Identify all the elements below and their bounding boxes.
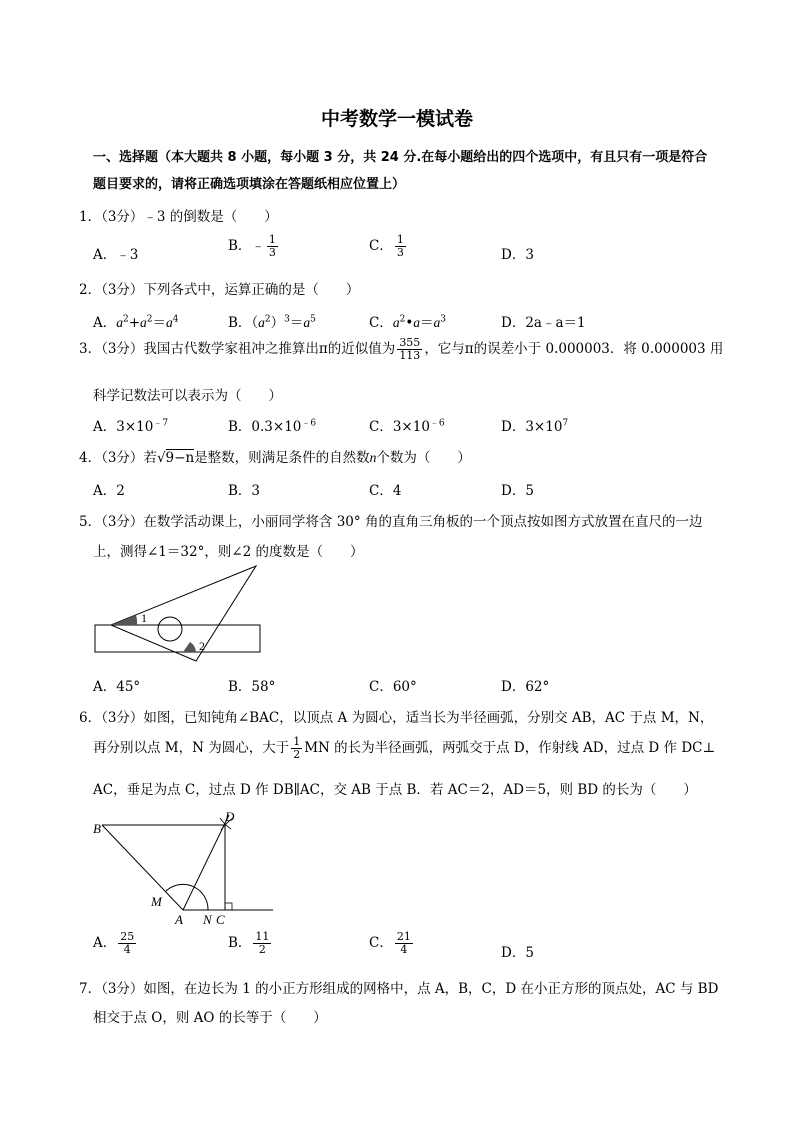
point-c-label: C	[216, 912, 225, 927]
question-1-stem: 1．（3分）﹣3 的倒数是（ ）	[79, 209, 278, 225]
q2-option-a: A．$a^2+a^2=a^4$	[93, 314, 179, 331]
point-m-label: M	[151, 894, 162, 909]
q6-construction-figure	[88, 805, 278, 930]
q6-option-c: C． $\frac{21}{4}$	[369, 930, 411, 956]
question-3-stem-line1: 3．（3分）我国古代数学家祖冲之推算出π的近似值为 $\frac{355}{113}$ ，它与π的误差小于 0.000003．将 0.000003 用	[79, 336, 724, 362]
q3-option-d: D．$3\times 10^7$	[501, 418, 569, 435]
point-d-label: D	[225, 809, 235, 824]
question-6-stem-line3: AC，垂足为点 C，过点 D 作 DB∥AC，交 AB 于点 B．若 AC＝2，AD＝5，则 BD 的长为（ ）	[93, 782, 697, 798]
q4-option-d: D．5	[501, 483, 534, 499]
q1-option-c: C． $\frac{1}{3}$	[369, 233, 404, 259]
q5-option-b: B．58°	[228, 679, 276, 695]
point-b-label: B	[93, 821, 101, 836]
q1-option-b: B．﹣ $\frac{1}{3}$	[228, 233, 276, 259]
q5-option-d: D．62°	[501, 679, 550, 695]
q2-option-c: C．$a^2•a=a^3$	[369, 314, 447, 331]
q1-option-a: A．﹣3	[93, 247, 139, 263]
q3-option-b: B．$0.3\times 10^{﹣6}$	[228, 418, 317, 435]
q2-option-b: B．$(a^2)^3=a^5$	[228, 314, 316, 331]
section-heading-line1: 一、选择题（本大题共 8 小题，每小题 3 分，共 24 分.在每小题给出的四个选项中，有且只有一项是符合	[93, 150, 708, 165]
q3-option-a: A．$3\times 10^{﹣7}$	[93, 418, 169, 435]
q3-option-c: C．$3\times 10^{﹣6}$	[369, 418, 445, 435]
question-5-stem-line1: 5．（3分）在数学活动课上，小丽同学将含 30° 角的直角三角板的一个顶点按如图方式放置在直尺的一边	[79, 514, 703, 530]
question-7-stem-line1: 7．（3分）如图，在边长为 1 的小正方形组成的网格中，点 A，B，C，D 在小正方形的顶点处，AC 与 BD	[79, 981, 719, 997]
question-6-stem-line1: 6．（3分）如图，已知钝角∠BAC，以顶点 A 为圆心，适当长为半径画弧，分别交 AB，AC 于点 M，N，	[79, 710, 714, 726]
q5-ruler-triangle-figure	[90, 562, 265, 662]
point-n-label: N	[203, 912, 212, 927]
q2-option-d: D．2a﹣a＝1	[501, 315, 586, 331]
ray-ad	[183, 815, 229, 910]
q6-option-d: D．5	[501, 945, 534, 961]
q4-option-b: B．3	[228, 483, 261, 499]
triangle-set-square	[111, 566, 256, 661]
q6-option-b: B． $\frac{11}{2}$	[228, 930, 270, 956]
q5-option-c: C．60°	[369, 679, 417, 695]
ruler-hole	[158, 617, 182, 641]
question-7-stem-line2: 相交于点 O，则 AO 的长等于（ ）	[93, 1010, 327, 1026]
right-angle-mark	[225, 903, 232, 910]
q4-option-c: C．4	[369, 483, 402, 499]
question-3-stem-line2: 科学记数法可以表示为（ ）	[93, 388, 282, 404]
angle-1-label: 1	[141, 611, 147, 625]
question-2-stem: 2．（3分）下列各式中，运算正确的是（ ）	[79, 282, 360, 298]
q1-option-d: D．3	[501, 247, 534, 263]
angle-1-mark	[111, 615, 137, 625]
angle-2-label: 2	[199, 639, 205, 653]
page-title: 中考数学一模试卷	[320, 108, 473, 130]
section-heading-line2: 题目要求的，请将正确选项填涂在答题纸相应位置上）	[93, 177, 406, 192]
segment-ab	[102, 825, 183, 910]
angle-2-mark	[183, 642, 196, 652]
sqrt-symbol: √	[156, 450, 166, 466]
q4-option-a: A．2	[93, 483, 125, 499]
q6-option-a: A． $\frac{25}{4}$	[93, 930, 135, 956]
question-4-stem: 4．（3分）若√9−n是整数，则满足条件的自然数n个数为（ ）	[79, 450, 471, 466]
point-a-label: A	[175, 912, 183, 927]
question-5-stem-line2: 上，测得∠1＝32°，则∠2 的度数是（ ）	[93, 544, 364, 560]
q5-option-a: A．45°	[93, 679, 141, 695]
question-6-stem-line2: 再分别以点 M，N 为圆心，大于 $\frac{1}{2}$ MN 的长为半径画弧，两弧交于点 D，作射线 AD，过点 D 作 DC⊥	[93, 735, 716, 761]
